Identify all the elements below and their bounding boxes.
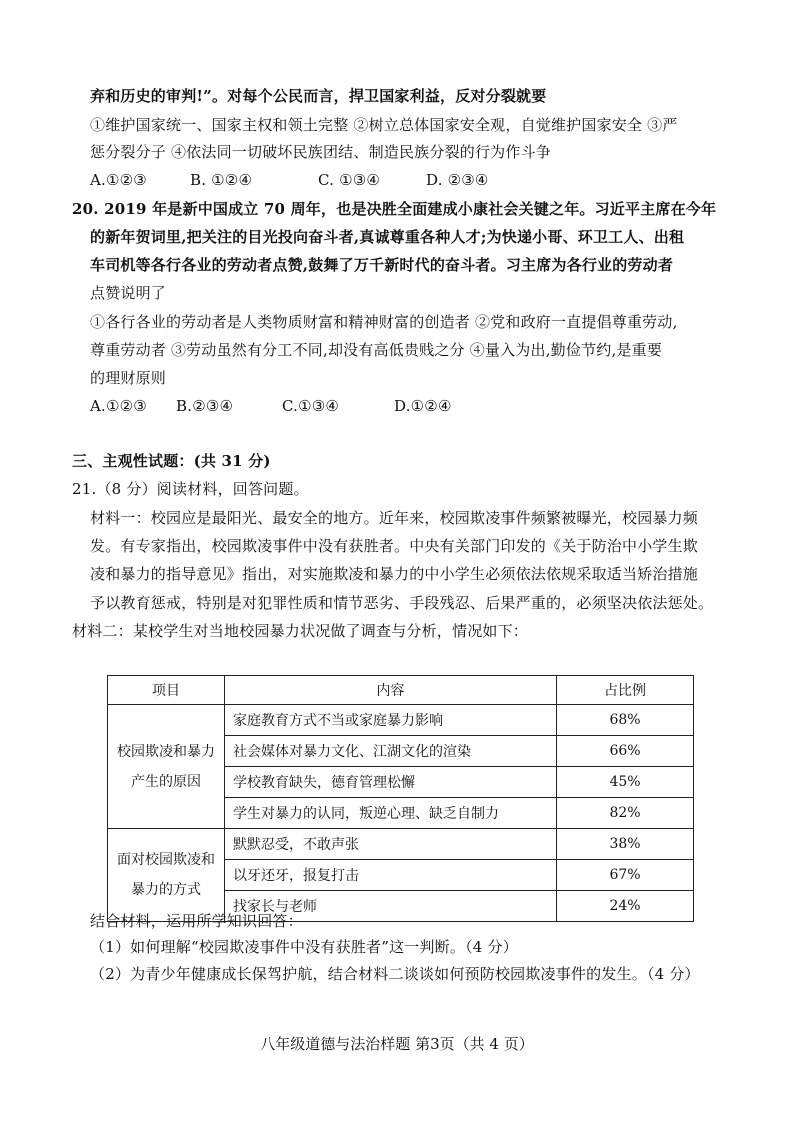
- q19-option-c: C. ①③④: [318, 171, 381, 189]
- q20-line-1: 20. 2019 年是新中国成立 70 周年，也是决胜全面建成小康社会关键之年。习近平主席在今年: [72, 200, 717, 218]
- table-group-responses: 面对校园欺凌和暴力的方式: [108, 829, 225, 922]
- q20-option-a: A.①②③: [90, 397, 147, 415]
- q20-line-6: 尊重劳动者 ③劳动虽然有分工不同,却没有高低贵贱之分 ④量入为出,勤俭节约,是重要: [90, 341, 663, 359]
- table-cell-percent: 38%: [557, 829, 694, 860]
- q20-option-c: C.①③④: [282, 397, 340, 415]
- q20-line-2: 的新年贺词里,把关注的目光投向奋斗者,真诚尊重各种人才;为快递小哥、环卫工人、出租: [90, 228, 685, 246]
- table-cell-content: 找家长与老师: [225, 891, 557, 922]
- q21-intro: 21.（8 分）阅读材料，回答问题。: [72, 480, 309, 498]
- table-group-causes: 校园欺凌和暴力产生的原因: [108, 705, 225, 829]
- table-row: [108, 705, 694, 736]
- table-header-percent: 占比例: [557, 676, 694, 705]
- q19-line-1: 弃和历史的审判!”。对每个公民而言，捍卫国家利益，反对分裂就要: [90, 87, 547, 105]
- q20-option-b: B.②③④: [176, 397, 234, 415]
- table-cell-percent: 66%: [557, 736, 694, 767]
- q21-material1-line-2: 发。有专家指出，校园欺凌事件中没有获胜者。中央有关部门印发的《关于防治中小学生欺: [90, 537, 699, 555]
- q21-material1-line-3: 凌和暴力的指导意见》指出，对实施欺凌和暴力的中小学生必须依法依规采取适当矫治措施: [90, 565, 699, 583]
- q20-line-4: 点赞说明了: [90, 284, 167, 302]
- table-header-item: 项目: [108, 676, 225, 705]
- q19-option-a: A.①②③: [90, 171, 147, 189]
- table-cell-percent: 24%: [557, 891, 694, 922]
- table-cell-content: 学校教育缺失，德育管理松懈: [225, 767, 557, 798]
- q21-sub-question-2: （2）为青少年健康成长保驾护航，结合材料二谈谈如何预防校园欺凌事件的发生。（4 分）: [90, 965, 700, 983]
- table-cell-percent: 67%: [557, 860, 694, 891]
- q21-material1-line-4: 予以教育惩戒，特别是对犯罪性质和情节恶劣、手段残忍、后果严重的，必须坚决依法惩处。: [90, 594, 714, 612]
- section-3-heading: 三、主观性试题：(共 31 分): [72, 452, 271, 470]
- table-cell-content: 社会媒体对暴力文化、江湖文化的渲染: [225, 736, 557, 767]
- table-cell-percent: 68%: [557, 705, 694, 736]
- q20-line-5: ①各行各业的劳动者是人类物质财富和精神财富的创造者 ②党和政府一直提倡尊重劳动,: [90, 313, 678, 331]
- table-cell-content: 学生对暴力的认同，叛逆心理、缺乏自制力: [225, 798, 557, 829]
- survey-table: [107, 675, 694, 922]
- q19-options: [90, 170, 489, 190]
- table-cell-percent: 82%: [557, 798, 694, 829]
- q20-line-7: 的理财原则: [90, 369, 167, 387]
- q19-line-3: 惩分裂分子 ④依法同一切破坏民族团结、制造民族分裂的行为作斗争: [90, 143, 551, 161]
- q21-sub-question-1: （1）如何理解“校园欺凌事件中没有获胜者”这一判断。（4 分）: [90, 938, 518, 956]
- q21-material1-line-1: 材料一：校园应是最阳光、最安全的地方。近年来，校园欺凌事件频繁被曝光，校园暴力频: [90, 509, 699, 527]
- q19-option-d: D. ②③④: [426, 171, 489, 189]
- table-header-content: 内容: [225, 676, 557, 705]
- q21-prompt: 结合材料，运用所学知识回答：: [90, 912, 303, 930]
- q19-option-b: B. ①②④: [190, 171, 253, 189]
- q19-line-2: ①维护国家统一、国家主权和领土完整 ②树立总体国家安全观，自觉维护国家安全 ③严: [90, 116, 678, 134]
- table-row: [108, 829, 694, 860]
- table-header-row: [108, 676, 694, 705]
- table-cell-percent: 45%: [557, 767, 694, 798]
- q20-line-3: 车司机等各行各业的劳动者点赞,鼓舞了万千新时代的奋斗者。习主席为各行业的劳动者: [90, 256, 674, 274]
- table-cell-content: 默默忍受，不敢声张: [225, 829, 557, 860]
- q20-option-d: D.①②④: [394, 397, 452, 415]
- table-cell-content: 以牙还牙，报复打击: [225, 860, 557, 891]
- table-cell-content: 家庭教育方式不当或家庭暴力影响: [225, 705, 557, 736]
- q21-material2-intro: 材料二：某校学生对当地校园暴力状况做了调查与分析，情况如下：: [72, 622, 529, 640]
- page-footer: 八年级道德与法治样题 第3页（共 4 页）: [260, 1035, 534, 1053]
- q20-options: [90, 396, 452, 416]
